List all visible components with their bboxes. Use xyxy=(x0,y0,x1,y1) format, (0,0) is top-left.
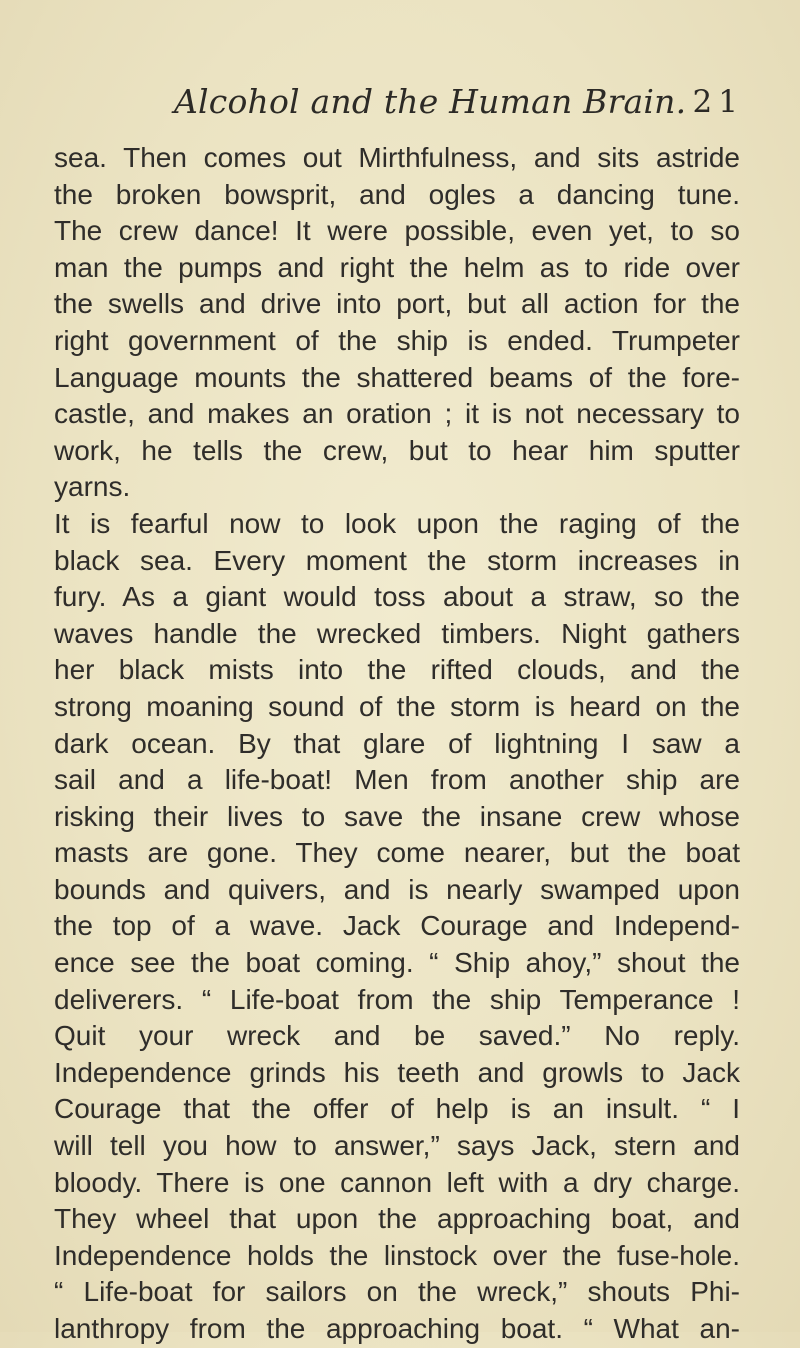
text-line: strong moaning sound of the storm is heard on the xyxy=(54,690,740,722)
text-line: man the pumps and right the helm as to ride over xyxy=(54,251,740,283)
text-line: Courage that the offer of help is an insult. “ I xyxy=(54,1093,740,1125)
running-header xyxy=(174,82,744,132)
text-line: the swells and drive into port, but all action for the xyxy=(54,288,740,320)
text-line: masts are gone. They come nearer, but the boat xyxy=(54,837,740,869)
text-line: risking their lives to save the insane crew whose xyxy=(54,800,740,832)
text-line: fury. As a giant would toss about a straw, so the xyxy=(54,581,740,613)
text-line: castle, and makes an oration ; it is not necessary to xyxy=(54,398,740,430)
text-line: black sea. Every moment the storm increases in xyxy=(54,544,740,576)
text-line: bounds and quivers, and is nearly swamped upon xyxy=(54,873,740,905)
text-line: lanthropy from the approaching boat. “ What an- xyxy=(54,1313,740,1344)
page-number: 21 xyxy=(692,84,744,120)
text-line: Independence grinds his teeth and growls to Jack xyxy=(54,1056,740,1088)
text-line: sea. Then comes out Mirthfulness, and sits astride xyxy=(54,142,740,173)
text-line: right government of the ship is ended. Trumpeter xyxy=(54,324,740,356)
text-line: The crew dance! It were possible, even yet, to so xyxy=(54,215,740,247)
body-text xyxy=(54,140,740,1348)
text-line: work, he tells the crew, but to hear him sputter xyxy=(54,434,740,466)
text-line: bloody. There is one cannon left with a dry charge. xyxy=(54,1166,740,1198)
text-line: waves handle the wrecked timbers. Night gathers xyxy=(54,617,740,649)
text-line: sail and a life-boat! Men from another ship are xyxy=(54,764,740,796)
running-title: Alcohol and the Human Brain. xyxy=(174,82,687,121)
text-line: Language mounts the shattered beams of the fore- xyxy=(54,361,740,393)
text-line: yarns. xyxy=(54,471,131,503)
text-line: It is fearful now to look upon the raging of the xyxy=(54,507,740,539)
text-line: will tell you how to answer,” says Jack, stern and xyxy=(54,1130,740,1162)
text-line: the broken bowsprit, and ogles a dancing tune. xyxy=(54,178,740,210)
text-line: Independence holds the linstock over the fuse-hole. xyxy=(54,1239,740,1271)
text-line: Quit your wreck and be saved.” No reply. xyxy=(54,1020,740,1052)
text-line: her black mists into the rifted clouds, and the xyxy=(54,654,740,686)
text-line: the top of a wave. Jack Courage and Independ- xyxy=(54,910,740,942)
text-line: “ Life-boat for sailors on the wreck,” shouts Phi- xyxy=(54,1276,740,1308)
text-line: dark ocean. By that glare of lightning I saw a xyxy=(54,727,740,759)
text-line: deliverers. “ Life-boat from the ship Temperance ! xyxy=(54,983,740,1015)
text-line: ence see the boat coming. “ Ship ahoy,” shout the xyxy=(54,947,740,979)
text-line: They wheel that upon the approaching boat, and xyxy=(54,1203,740,1235)
